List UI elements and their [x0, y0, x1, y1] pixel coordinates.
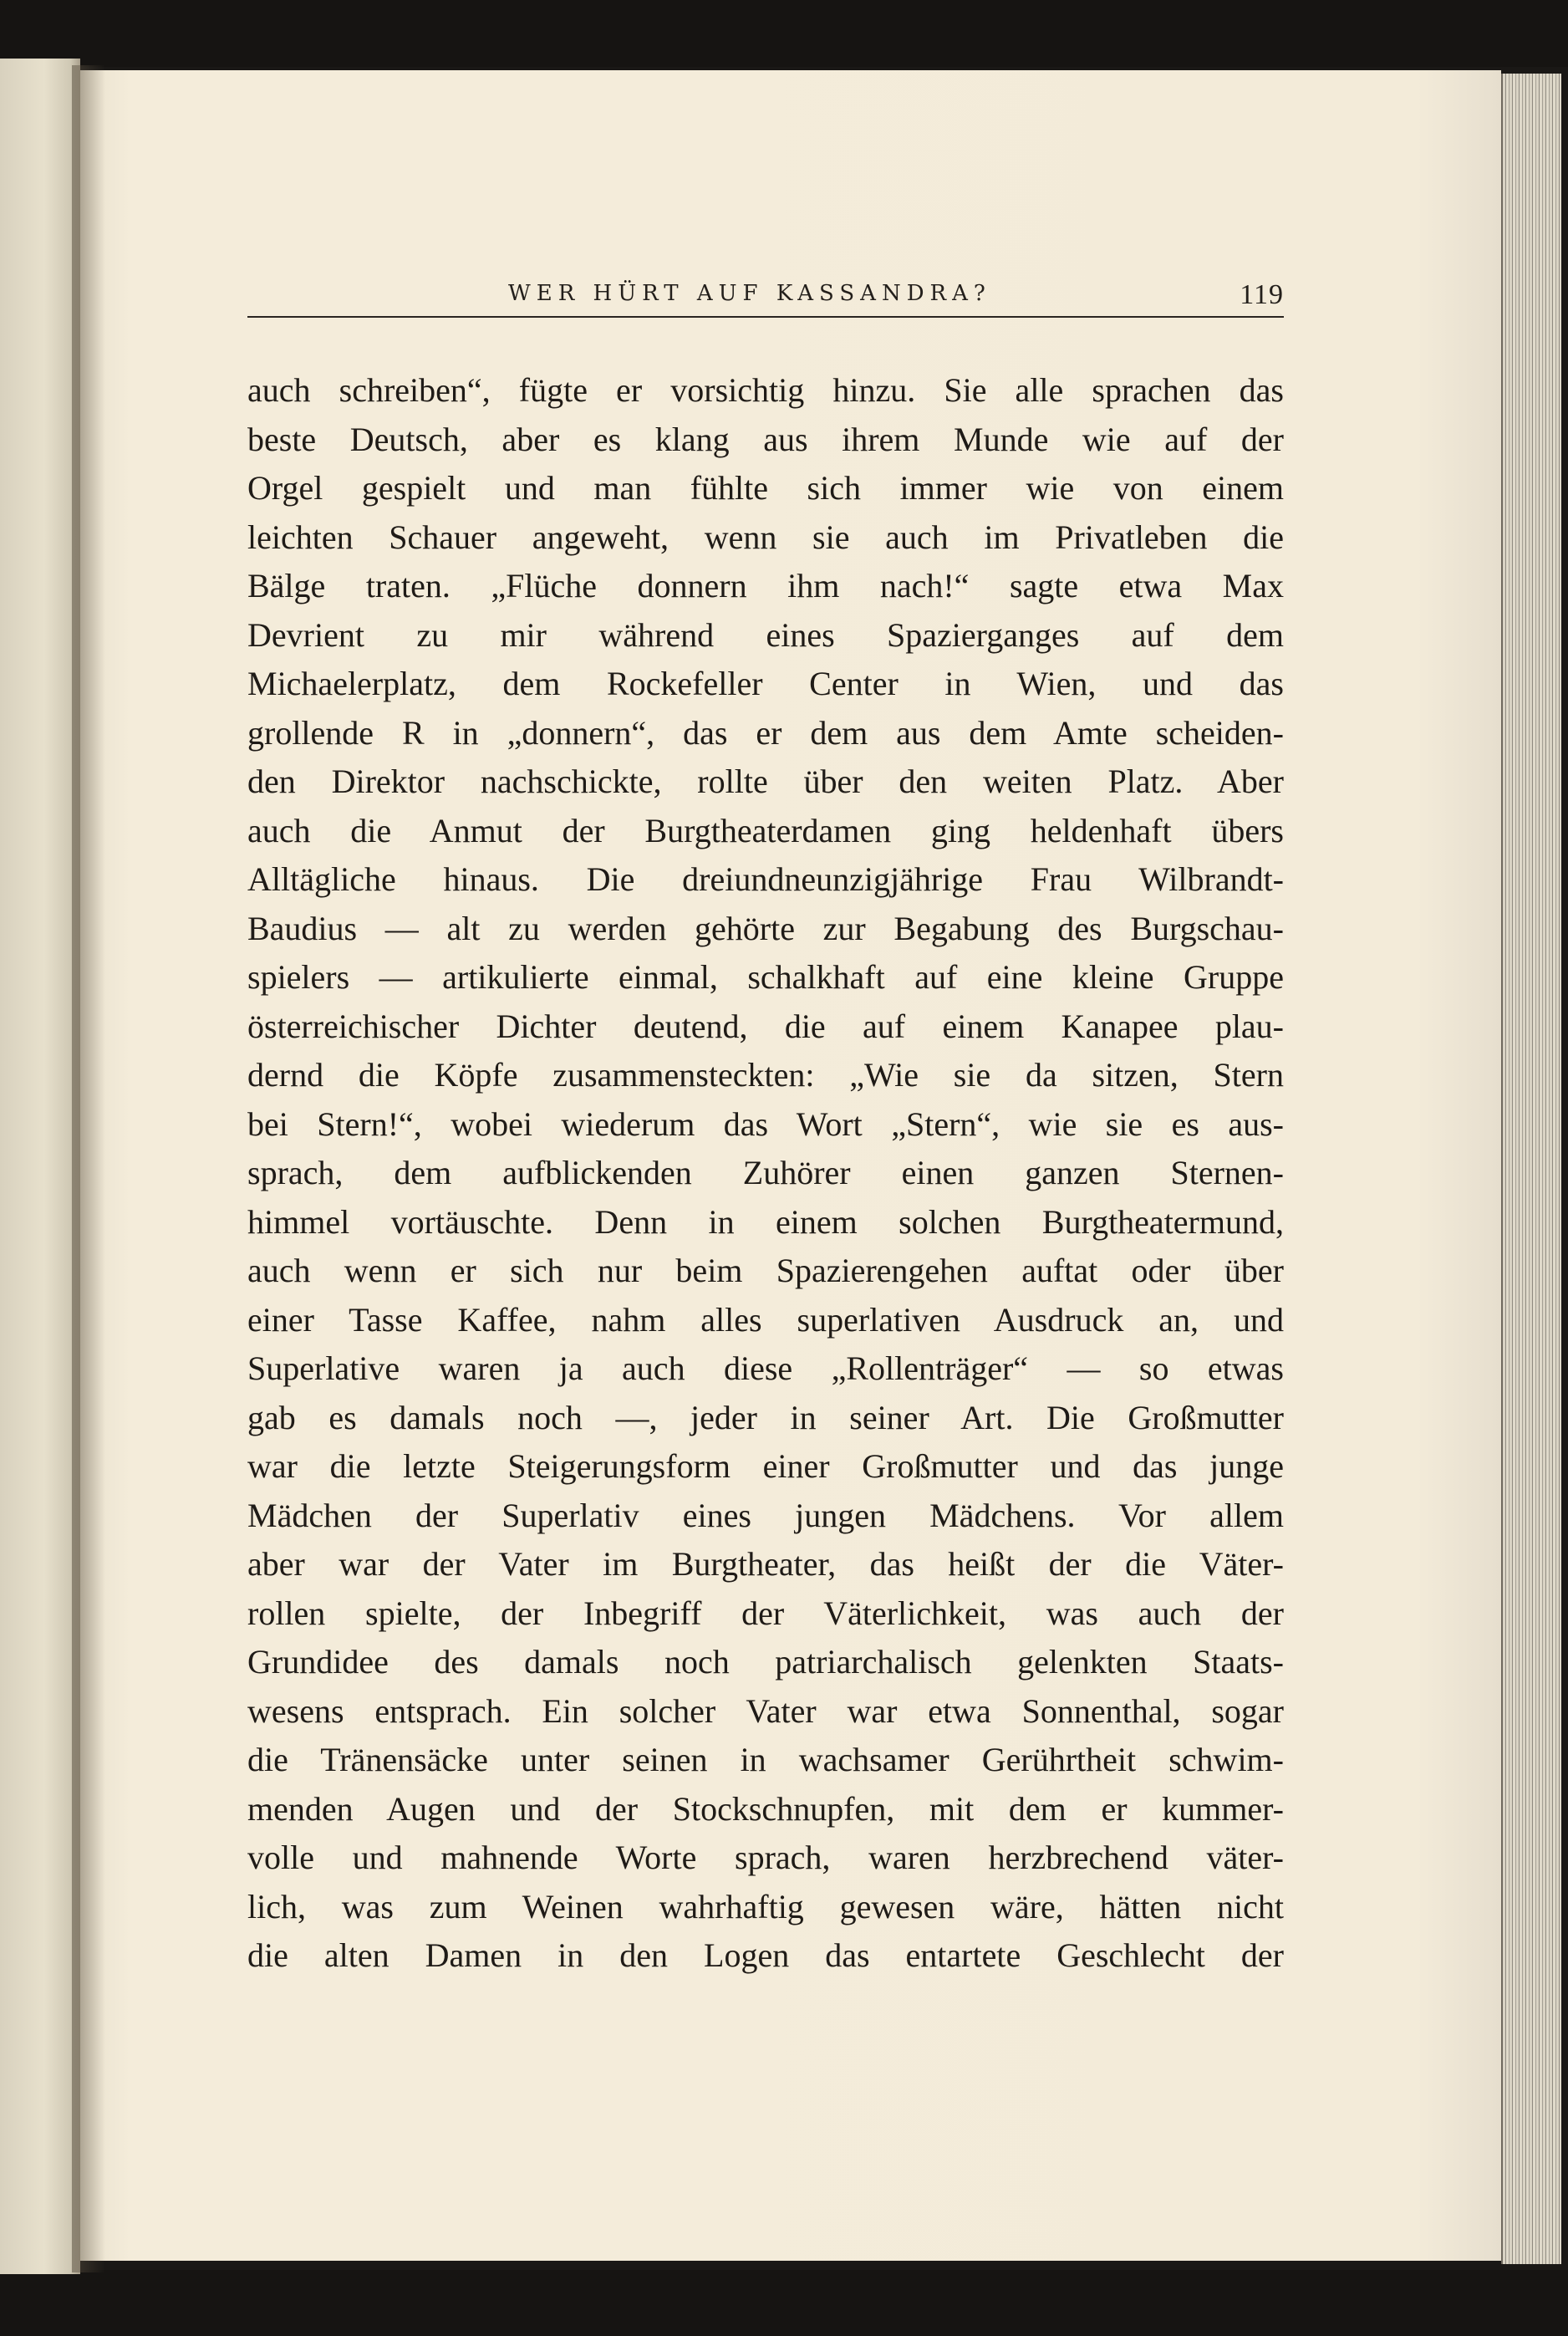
text-line: österreichischer Dichter deutend, die auf einem Kanapee plau- [247, 1007, 1284, 1045]
page-stack-edges [1501, 74, 1561, 2264]
text-line: auch schreiben“, fügte er vorsichtig hinzu. Sie alle sprachen das [247, 371, 1284, 409]
text-line: volle und mahnende Worte sprach, waren herzbrechend väter- [247, 1839, 1284, 1876]
text-line: Mädchen der Superlativ eines jungen Mädchens. Vor allem [247, 1496, 1284, 1534]
text-line: Grundidee des damals noch patriarchalisch gelenkten Staats- [247, 1643, 1284, 1681]
text-line: einer Tasse Kaffee, nahm alles superlativen Ausdruck an, und [247, 1300, 1284, 1339]
scan-background-bottom [0, 2270, 1568, 2336]
text-line: die Tränensäcke unter seinen in wachsamer Gerührtheit schwim- [247, 1741, 1284, 1778]
text-line: Baudius — alt zu werden gehörte zur Begabung des Burgschau- [247, 909, 1284, 947]
scan-background-top [0, 0, 1568, 67]
facing-page-edge [0, 59, 80, 2274]
page-number: 119 [1240, 279, 1284, 310]
text-line: auch die Anmut der Burgtheaterdamen ging heldenhaft übers [247, 811, 1284, 849]
text-line: himmel vortäuschte. Denn in einem solchen Burgtheatermund, [247, 1202, 1284, 1241]
text-line: Bälge traten. „Flüche donnern ihm nach!“ sagte etwa Max [247, 567, 1284, 604]
text-line: rollen spielte, der Inbegriff der Väterlichkeit, was auch der [247, 1594, 1284, 1632]
header-rule [247, 316, 1284, 318]
text-line: menden Augen und der Stockschnupfen, mit dem er kummer- [247, 1789, 1284, 1828]
text-line: den Direktor nachschickte, rollte über den weiten Platz. Aber [247, 763, 1284, 800]
body-text [247, 366, 1284, 1981]
text-line: auch wenn er sich nur beim Spazierengehen auftat oder über [247, 1252, 1284, 1289]
text-line: Michaelerplatz, dem Rockefeller Center in Wien, und das [247, 665, 1284, 702]
text-line: Orgel gespielt und man fühlte sich immer wie von einem [247, 469, 1284, 507]
text-line: lich, was zum Weinen wahrhaftig gewesen wäre, hätten nicht [247, 1887, 1284, 1925]
gutter-shadow [72, 65, 105, 2272]
text-line: sprach, dem aufblickenden Zuhörer einen ganzen Sternen- [247, 1154, 1284, 1191]
running-head [247, 281, 1284, 314]
text-line: beste Deutsch, aber es klang aus ihrem Munde wie auf der [247, 420, 1284, 458]
text-line: Devrient zu mir während eines Spazierganges auf dem [247, 615, 1284, 654]
text-line: Alltägliche hinaus. Die dreiundneunzigjährige Frau Wilbrandt- [247, 860, 1284, 898]
text-line: spielers — artikulierte einmal, schalkhaft auf eine kleine Gruppe [247, 958, 1284, 996]
text-line: dernd die Köpfe zusammensteckten: „Wie sie da sitzen, Stern [247, 1056, 1284, 1094]
running-title: WER HÜRT AUF KASSANDRA? [508, 281, 991, 306]
text-line: grollende R in „donnern“, das er dem aus dem Amte scheiden- [247, 713, 1284, 752]
text-line: war die letzte Steigerungsform einer Großmutter und das junge [247, 1447, 1284, 1485]
text-line: wesens entsprach. Ein solcher Vater war etwa Sonnenthal, sogar [247, 1691, 1284, 1730]
text-line: leichten Schauer angeweht, wenn sie auch im Privatleben die [247, 518, 1284, 556]
text-line: gab es damals noch —, jeder in seiner Art. Die Großmutter [247, 1398, 1284, 1436]
text-line: bei Stern!“, wobei wiederum das Wort „Stern“, wie sie es aus- [247, 1104, 1284, 1143]
text-line: die alten Damen in den Logen das entartete Geschlecht der [247, 1936, 1284, 1974]
text-line: aber war der Vater im Burgtheater, das heißt der die Väter- [247, 1545, 1284, 1583]
text-line: Superlative waren ja auch diese „Rollenträger“ — so etwas [247, 1349, 1284, 1387]
